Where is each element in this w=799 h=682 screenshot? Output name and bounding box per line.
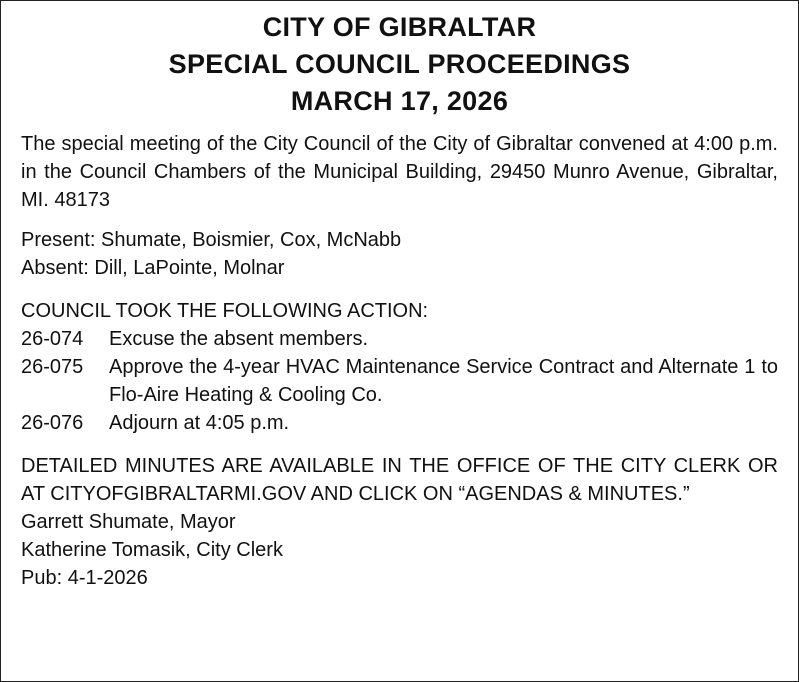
action-item [21,325,778,353]
notice-title-proceedings: SPECIAL COUNCIL PROCEEDINGS [168,49,631,79]
clerk-signature: Katherine Tomasik, City Clerk [21,539,283,561]
action-text: Adjourn at 4:05 p.m. [109,412,290,434]
mayor-signature: Garrett Shumate, Mayor [21,511,236,533]
actions-section [21,297,778,437]
notice-title-city: CITY OF GIBRALTAR [262,12,537,42]
action-text: Excuse the absent members. [109,328,369,350]
action-item [21,409,778,437]
action-number: 26-076 [21,412,84,434]
action-item [21,353,778,409]
publication-date: Pub: 4-1-2026 [21,567,148,589]
actions-heading: COUNCIL TOOK THE FOLLOWING ACTION: [21,300,429,322]
footer-section [21,452,778,592]
intro-paragraph: The special meeting of the City Council of the City of Gibraltar convened at 4:00 p.m. in the Council Chambers of the Municipal Building, 29450 Munro Avenue, Gibraltar, MI. 48173 [21,133,778,211]
absent-members: Absent: Dill, LaPointe, Molnar [21,257,285,279]
present-members: Present: Shumate, Boismier, Cox, McNabb [21,229,402,251]
action-number: 26-074 [21,328,84,350]
action-text: Approve the 4-year HVAC Maintenance Service Contract and Alternate 1 to Flo-Aire Heating & Cooling Co. [109,356,778,406]
action-number: 26-075 [21,356,84,378]
minutes-availability-note: DETAILED MINUTES ARE AVAILABLE IN THE OFFICE OF THE CITY CLERK OR AT CITYOFGIBRALTARMI.GOV AND CLICK ON “AGENDAS & MINUTES.” [21,455,778,505]
attendance-section [21,226,778,282]
notice-title-date: MARCH 17, 2026 [290,86,509,116]
